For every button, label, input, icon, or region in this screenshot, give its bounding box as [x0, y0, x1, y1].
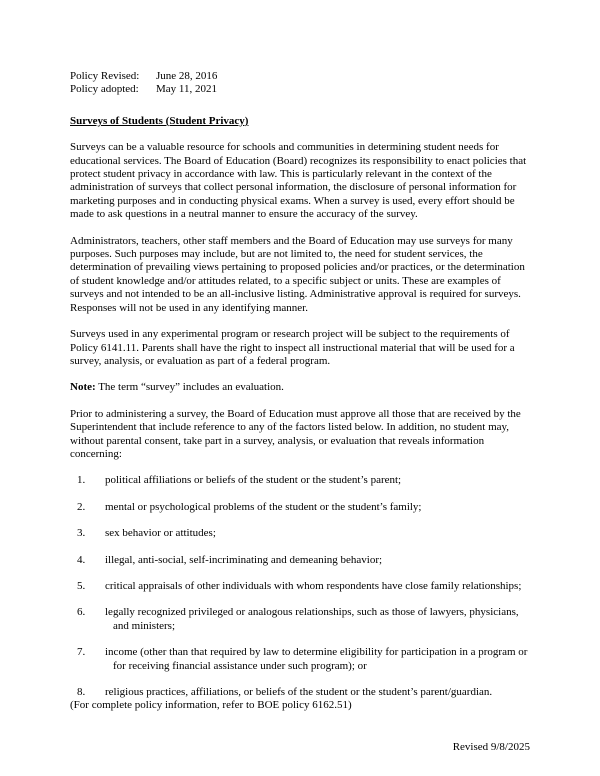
list-item-text: income (other than that required by law to determine eligibility for participation in a program or for receiving financial assistance under such program); or [105, 646, 528, 672]
list-item [70, 646, 530, 673]
note-text: The term “survey” includes an evaluation. [95, 381, 284, 394]
policy-meta [70, 70, 530, 97]
list-item [70, 501, 530, 514]
document-heading: Surveys of Students (Student Privacy) [70, 114, 249, 127]
list-item-text: critical appraisals of other individuals with whom respondents have close family relationships; [105, 579, 522, 592]
policy-revised-date: June 28, 2016 [156, 70, 218, 82]
note-label: Note: [70, 381, 96, 394]
list-item-text: illegal, anti-social, self-incriminating and demeaning behavior; [105, 553, 383, 566]
list-item-number: 8. [77, 686, 86, 698]
list-item-number: 4. [77, 553, 86, 566]
list-item-text: mental or psychological problems of the student or the student’s family; [105, 500, 422, 513]
list-item-number: 2. [77, 500, 86, 513]
note-line [70, 381, 530, 394]
list-item-number: 6. [77, 606, 86, 619]
list-item-text: religious practices, affiliations, or beliefs of the student or the student’s parent/guardian. [105, 686, 493, 698]
list-item [70, 606, 530, 633]
list-item [70, 580, 530, 593]
list-item-text: sex behavior or attitudes; [105, 527, 216, 540]
list-item-number: 3. [77, 527, 86, 540]
paragraph-approval-requirements: Prior to administering a survey, the Board of Education must approve all those that are received by the Superintendent that include reference to any of the factors listed below. In addition, no student may, without parental consent, take part in a survey, analysis, or evaluation that reveals information concerning: [70, 407, 521, 460]
list-item [70, 527, 530, 540]
policy-revised-label: Policy Revised: [70, 70, 140, 82]
paragraph-experimental-programs: Surveys used in any experimental program or research project will be subject to the requirements of Policy 6141.11. Parents shall have the right to inspect all instructional material that will be used for a survey, analysis, or evaluation as part of a federal program. [70, 328, 515, 367]
list-item-text: legally recognized privileged or analogous relationships, such as those of lawyers, physicians, and ministers; [105, 606, 519, 632]
paragraph-survey-purposes: Administrators, teachers, other staff members and the Board of Education may use surveys for many purposes. Such purposes may include, but are not limited to, the need for student services, the determination of prevailing views pertaining to proposed policies and/or practices, or the determination of student knowledge and/or attitudes related, to a specific subject or units. These are examples of surveys and not intended to be an all-inclusive listing. Administrative approval is required for surveys. Responses will not be used in any identifying manner. [70, 234, 525, 314]
footer-revised-date: Revised 9/8/2025 [452, 740, 530, 753]
list-item [70, 686, 530, 699]
policy-adopted-date: May 11, 2021 [156, 83, 218, 96]
list-item [70, 474, 530, 487]
closing-reference: (For complete policy information, refer to BOE policy 6162.51) [70, 699, 352, 712]
policy-adopted-row [70, 83, 530, 96]
policy-adopted-label: Policy adopted: [70, 83, 139, 96]
list-item-number: 7. [77, 646, 86, 659]
paragraph-surveys-resource: Surveys can be a valuable resource for schools and communities in determining student needs for educational services. The Board of Education (Board) recognizes its responsibility to enact policies that protect student privacy in accordance with law. This is particularly relevant in the context of the administration of surveys that collect personal information, the disclosure of personal information for marketing purposes and in conducting physical exams. When a survey is used, every effort should be made to ask questions in a neutral manner to ensure the accuracy of the survey. [70, 141, 527, 221]
policy-revised-row [70, 70, 530, 83]
list-item-text: political affiliations or beliefs of the student or the student’s parent; [105, 474, 402, 487]
list-item [70, 554, 530, 567]
list-item-number: 5. [77, 579, 86, 592]
list-item-number: 1. [77, 474, 86, 487]
